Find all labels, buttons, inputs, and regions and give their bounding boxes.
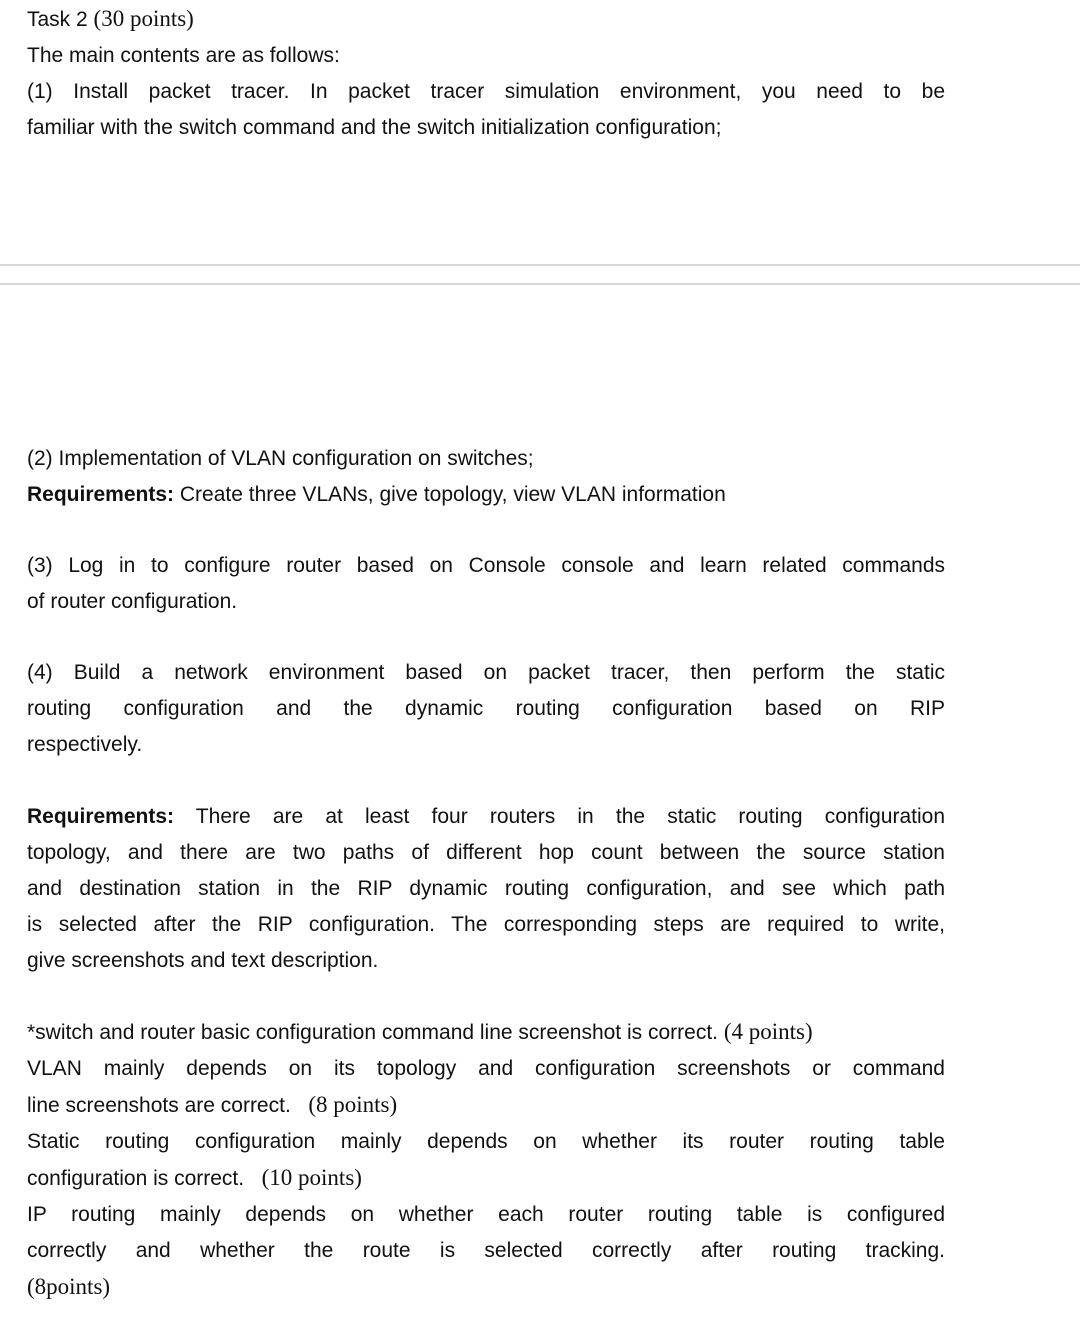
item-1-line-1: (1) Install packet tracer. In packet tracer simulation environment, you need to be (27, 80, 945, 103)
grading-3-text: configuration is correct. (27, 1167, 245, 1190)
grading-1 (27, 1014, 945, 1051)
requirements-label: Requirements: (27, 805, 175, 828)
grading-1-points: (4 points) (723, 1019, 813, 1044)
requirements-line-4: is selected after the RIP configuration. The corresponding steps are required to write, (27, 913, 945, 936)
grading-3-points: (10 points) (261, 1165, 362, 1190)
task-label: Task 2 (27, 8, 88, 31)
item-4 (27, 655, 945, 763)
requirements (27, 799, 945, 979)
item-4-line-3: respectively. (27, 733, 143, 756)
requirements-line-2: topology, and there are two paths of different hop count between the source station (27, 841, 945, 864)
requirements-line-1-text: There are at least four routers in the static routing configuration (174, 805, 945, 828)
grading-4-line-1: IP routing mainly depends on whether each router routing table is configured (27, 1203, 945, 1226)
grading-3-line-2 (27, 1160, 945, 1197)
item-3 (27, 548, 945, 620)
item-2-title: (2) Implementation of VLAN configuration on switches; (27, 447, 534, 470)
intro-text: The main contents are as follows: (27, 44, 340, 67)
item-3-line-1: (3) Log in to configure router based on Console console and learn related commands (27, 554, 945, 577)
grading-2-line-1: VLAN mainly depends on its topology and configuration screenshots or command (27, 1057, 945, 1080)
item-2-requirements (27, 477, 945, 513)
item-4-line-1: (4) Build a network environment based on packet tracer, then perform the static (27, 661, 945, 684)
item-2-requirements-label: Requirements: (27, 483, 175, 506)
page-divider-bottom (0, 283, 1080, 285)
requirements-line-1 (27, 799, 945, 835)
grading-4-points: (8points) (27, 1274, 111, 1299)
item-1-line-2: familiar with the switch command and the switch initialization configuration; (27, 116, 722, 139)
grading-1-text: *switch and router basic configuration command line screenshot is correct. (27, 1021, 718, 1044)
requirements-line-3: and destination station in the RIP dynamic routing configuration, and see which path (27, 877, 945, 900)
page-divider-top (0, 264, 1080, 266)
item-2 (27, 441, 945, 513)
item-2-requirements-text: Create three VLANs, give topology, view VLAN information (174, 483, 726, 506)
grading-criteria (27, 1014, 945, 1305)
grading-2-line-2 (27, 1087, 945, 1124)
task-points: (30 points) (93, 6, 194, 31)
item-3-line-2: of router configuration. (27, 590, 238, 613)
grading-4-line-2: correctly and whether the route is selected correctly after routing tracking. (27, 1239, 945, 1262)
item-4-line-2: routing configuration and the dynamic routing configuration based on RIP (27, 697, 945, 720)
grading-2-text: line screenshots are correct. (27, 1094, 291, 1117)
grading-3-line-1: Static routing configuration mainly depends on whether its router routing table (27, 1130, 945, 1153)
task-header (27, 1, 945, 146)
requirements-line-5: give screenshots and text description. (27, 949, 379, 972)
grading-2-points: (8 points) (308, 1092, 398, 1117)
task-title (27, 1, 945, 38)
